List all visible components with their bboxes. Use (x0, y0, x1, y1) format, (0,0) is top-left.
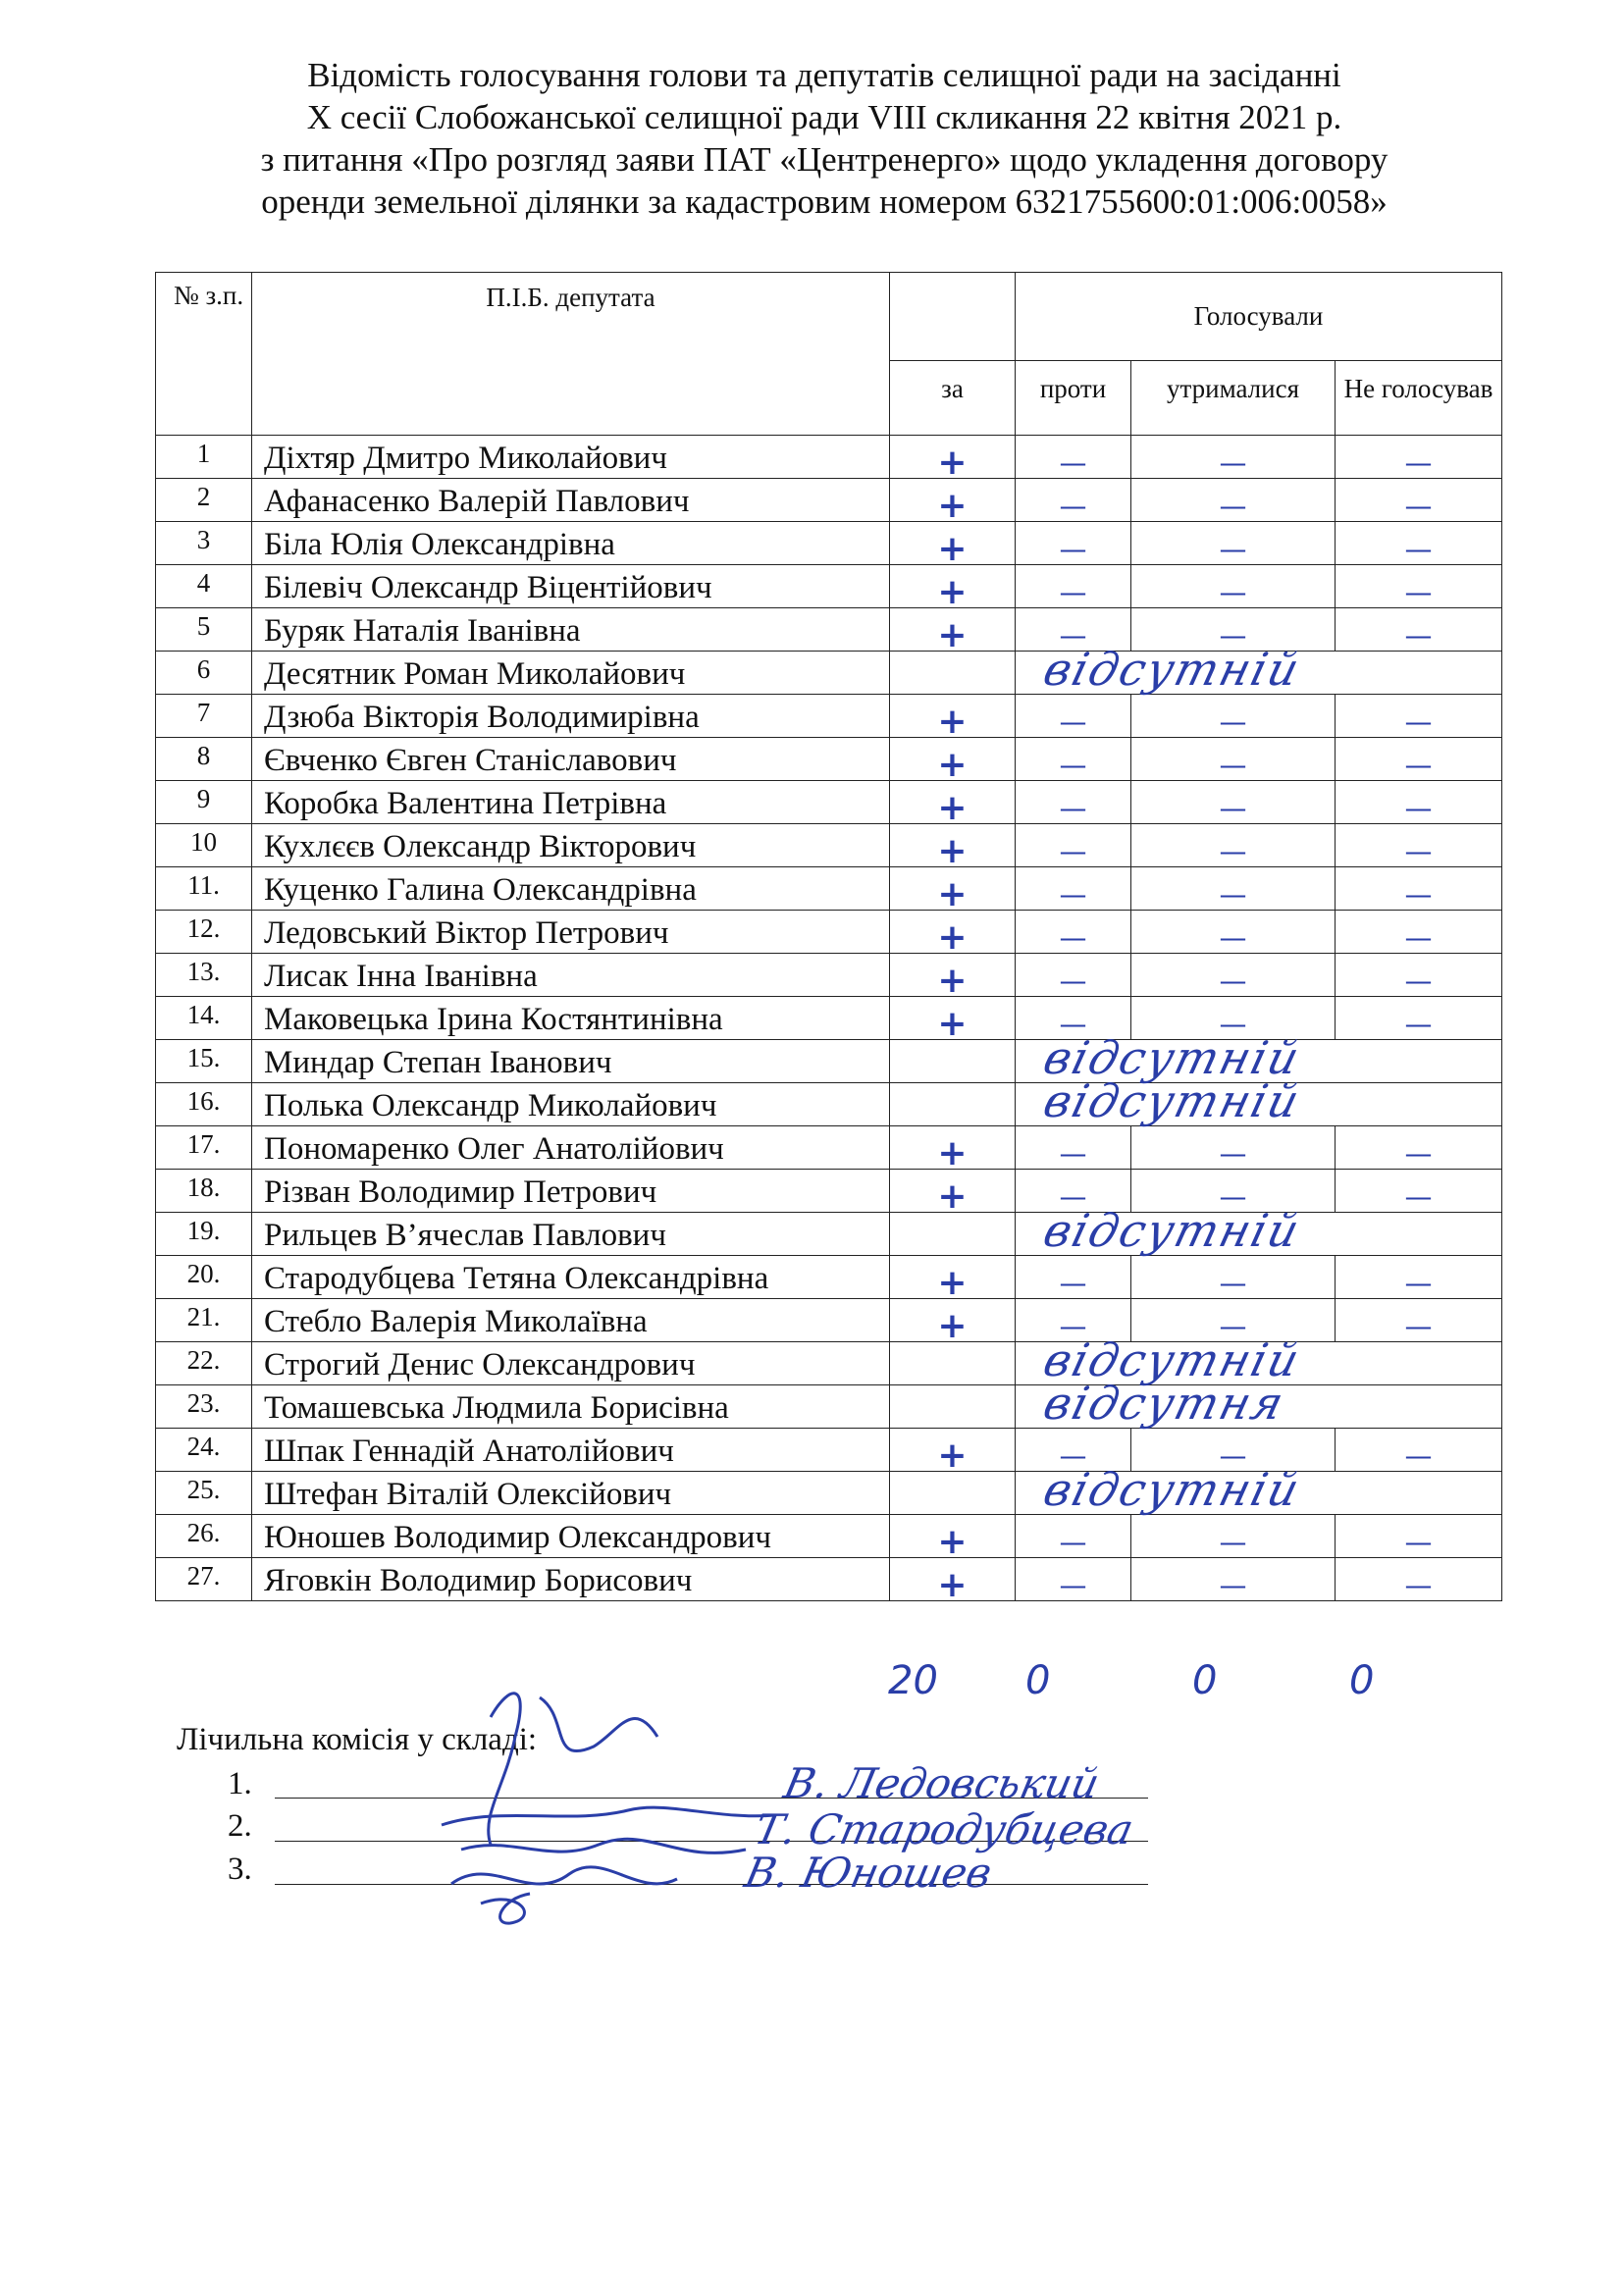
row-number: 4 (156, 565, 252, 608)
deputy-name: Ледовський Віктор Петрович (252, 911, 890, 954)
vote-for-mark: + (890, 695, 1016, 738)
vote-for-mark: + (890, 1299, 1016, 1342)
deputy-name: Пономаренко Олег Анатолійович (252, 1126, 890, 1170)
table-row (156, 652, 1502, 695)
deputy-name: Коробка Валентина Петрівна (252, 781, 890, 824)
commission-number-3: 3. (228, 1852, 252, 1887)
absent-note: відсутній (1038, 1031, 1307, 1084)
absent-note: відсутній (1038, 1463, 1307, 1516)
row-number: 1 (156, 436, 252, 479)
total-for: 20 (888, 1658, 938, 1703)
table-row (156, 522, 1502, 565)
voting-table (155, 272, 1502, 1605)
vote-for-cell (890, 1040, 1016, 1083)
vote-against-mark: — (1016, 608, 1131, 652)
deputy-name: Шпак Геннадій Анатолійович (252, 1429, 890, 1472)
header-voted: Голосували (1016, 273, 1502, 361)
vote-not-voted-mark: — (1336, 954, 1502, 997)
absent-note: відсутня (1038, 1377, 1291, 1430)
table-row (156, 1256, 1502, 1299)
table-row (156, 1126, 1502, 1170)
vote-for-cell (890, 1472, 1016, 1515)
total-against: 0 (1025, 1658, 1051, 1703)
document-header (147, 54, 1501, 223)
vote-for-mark: + (890, 1429, 1016, 1472)
vote-against-mark: — (1016, 565, 1131, 608)
header-abstained: утрималися (1131, 361, 1336, 436)
vote-for-mark: + (890, 479, 1016, 522)
table-row (156, 479, 1502, 522)
row-number: 19. (156, 1213, 252, 1256)
vote-not-voted-mark: — (1336, 1515, 1502, 1558)
header-blank (890, 273, 1016, 361)
row-number: 15. (156, 1040, 252, 1083)
vote-abstained-mark: — (1131, 781, 1336, 824)
row-number: 3 (156, 522, 252, 565)
vote-abstained-mark: — (1131, 1126, 1336, 1170)
deputy-name: Куценко Галина Олександрівна (252, 867, 890, 911)
vote-abstained-mark: — (1131, 954, 1336, 997)
absent-cell (1016, 1377, 1502, 1430)
absent-note: відсутній (1038, 1074, 1307, 1127)
vote-not-voted-mark: — (1336, 479, 1502, 522)
commission-signature-2: Т. Стародубцева (750, 1805, 1138, 1853)
vote-against-mark: — (1016, 738, 1131, 781)
vote-abstained-mark: — (1131, 997, 1336, 1040)
vote-abstained-mark: — (1131, 1515, 1336, 1558)
row-number: 10 (156, 824, 252, 867)
absent-cell (1016, 643, 1502, 696)
table-row (156, 1515, 1502, 1558)
vote-not-voted-mark: — (1336, 1429, 1502, 1472)
absent-cell (1016, 1204, 1502, 1257)
header-for: за (890, 361, 1016, 436)
table-row (156, 867, 1502, 911)
vote-against-mark: — (1016, 522, 1131, 565)
vote-for-mark: + (890, 954, 1016, 997)
row-number: 24. (156, 1429, 252, 1472)
vote-not-voted-mark: — (1336, 867, 1502, 911)
deputy-name: Полька Олександр Миколайович (252, 1083, 890, 1126)
vote-not-voted-mark: — (1336, 911, 1502, 954)
deputy-name: Миндар Степан Іванович (252, 1040, 890, 1083)
vote-against-mark: — (1016, 1256, 1131, 1299)
table-row (156, 565, 1502, 608)
table-row (156, 1385, 1502, 1429)
header-line-2: Х сесії Слобожанської селищної ради VIII скликання 22 квітня 2021 р. (306, 98, 1342, 136)
vote-for-mark: + (890, 867, 1016, 911)
deputy-name: Євченко Євген Станіславович (252, 738, 890, 781)
vote-abstained-mark: — (1131, 1170, 1336, 1213)
deputy-name: Юноше​в Володимир Олександрович (252, 1515, 890, 1558)
vote-for-cell (890, 1342, 1016, 1385)
header-line-1: Відомість голосування голови та депутатів селищної ради на засіданні (307, 56, 1341, 94)
row-number: 22. (156, 1342, 252, 1385)
vote-against-mark: — (1016, 1429, 1131, 1472)
vote-abstained-mark: — (1131, 1558, 1336, 1601)
row-number: 18. (156, 1170, 252, 1213)
vote-against-mark: — (1016, 695, 1131, 738)
vote-for-mark: + (890, 1170, 1016, 1213)
absent-note: відсутній (1038, 643, 1307, 696)
vote-abstained-mark: — (1131, 824, 1336, 867)
header-line-4: оренди земельної ділянки за кадастровим номером 6321755600:01:006:0058» (261, 183, 1388, 221)
commission-label: Лічильна комісія у складі: (177, 1722, 538, 1757)
header-against: проти (1016, 361, 1131, 436)
deputy-name: Білевіч Олександр Віцентійович (252, 565, 890, 608)
table-row (156, 1083, 1502, 1126)
deputy-name: Кухлєєв Олександр Вікторович (252, 824, 890, 867)
commission-signature-3: В. Юношев (740, 1849, 996, 1897)
row-number: 27. (156, 1558, 252, 1601)
deputy-name: Томашевська Людмила Борисівна (252, 1385, 890, 1429)
vote-for-mark: + (890, 997, 1016, 1040)
vote-for-cell (890, 1385, 1016, 1429)
header-name: П.І.Б. депутата (252, 273, 890, 436)
deputy-name: Стебло Валерія Миколаївна (252, 1299, 890, 1342)
row-number: 13. (156, 954, 252, 997)
total-not-voted: 0 (1349, 1658, 1375, 1703)
absent-note: відсутній (1038, 1204, 1307, 1257)
vote-against-mark: — (1016, 997, 1131, 1040)
row-number: 9 (156, 781, 252, 824)
vote-for-mark: + (890, 1515, 1016, 1558)
commission-signature-1: В. Ледовський (779, 1759, 1104, 1807)
deputy-name: Маковецька Ірина Костянтинівна (252, 997, 890, 1040)
vote-abstained-mark: — (1131, 565, 1336, 608)
deputy-name: Десятник Роман Миколайович (252, 652, 890, 695)
vote-for-mark: + (890, 781, 1016, 824)
vote-not-voted-mark: — (1336, 522, 1502, 565)
deputy-name: Буряк Наталія Іванівна (252, 608, 890, 652)
deputy-name: Діхтяр Дмитро Миколайович (252, 436, 890, 479)
table-row (156, 911, 1502, 954)
row-number: 14. (156, 997, 252, 1040)
vote-against-mark: — (1016, 1515, 1131, 1558)
row-number: 5 (156, 608, 252, 652)
deputy-name: Яговкін Володимир Борисович (252, 1558, 890, 1601)
table-row (156, 1213, 1502, 1256)
vote-not-voted-mark: — (1336, 738, 1502, 781)
vote-against-mark: — (1016, 954, 1131, 997)
vote-abstained-mark: — (1131, 479, 1336, 522)
vote-against-mark: — (1016, 1126, 1131, 1170)
absent-cell (1016, 1074, 1502, 1127)
row-number: 8 (156, 738, 252, 781)
vote-abstained-mark: — (1131, 738, 1336, 781)
vote-abstained-mark: — (1131, 1299, 1336, 1342)
handwritten-signatures (422, 1678, 795, 1933)
row-number: 25. (156, 1472, 252, 1515)
deputy-name: Лисак Інна Іванівна (252, 954, 890, 997)
table-row (156, 1342, 1502, 1385)
row-number: 6 (156, 652, 252, 695)
vote-not-voted-mark: — (1336, 1170, 1502, 1213)
vote-for-cell (890, 1083, 1016, 1126)
table-row (156, 1472, 1502, 1515)
vote-abstained-mark: — (1131, 436, 1336, 479)
vote-not-voted-mark: — (1336, 565, 1502, 608)
vote-for-mark: + (890, 436, 1016, 479)
row-number: 2 (156, 479, 252, 522)
vote-for-mark: + (890, 1256, 1016, 1299)
row-number: 23. (156, 1385, 252, 1429)
table-row (156, 1558, 1502, 1601)
deputy-name: Різван Володимир Петрович (252, 1170, 890, 1213)
vote-for-cell (890, 652, 1016, 695)
vote-not-voted-mark: — (1336, 695, 1502, 738)
vote-for-mark: + (890, 738, 1016, 781)
deputy-name: Рильцев В’ячеслав Павлович (252, 1213, 890, 1256)
vote-abstained-mark: — (1131, 867, 1336, 911)
vote-against-mark: — (1016, 781, 1131, 824)
vote-for-mark: + (890, 1126, 1016, 1170)
table-row (156, 436, 1502, 479)
vote-for-cell (890, 1213, 1016, 1256)
absent-note: відсутній (1038, 1333, 1307, 1386)
table-row (156, 954, 1502, 997)
vote-not-voted-mark: — (1336, 1126, 1502, 1170)
vote-not-voted-mark: — (1336, 997, 1502, 1040)
row-number: 7 (156, 695, 252, 738)
vote-abstained-mark: — (1131, 911, 1336, 954)
voting-table-body (156, 436, 1502, 1605)
vote-not-voted-mark: — (1336, 436, 1502, 479)
commission-number-1: 1. (228, 1766, 252, 1801)
absent-cell (1016, 1463, 1502, 1516)
vote-for-mark: + (890, 824, 1016, 867)
row-number: 20. (156, 1256, 252, 1299)
vote-for-mark: + (890, 522, 1016, 565)
deputy-name: Стародубцева Тетяна Олександрівна (252, 1256, 890, 1299)
deputy-name: Строгий Денис Олександрович (252, 1342, 890, 1385)
vote-for-mark: + (890, 911, 1016, 954)
header-not-voted: Не голосував (1336, 361, 1502, 436)
table-row (156, 695, 1502, 738)
row-number: 21. (156, 1299, 252, 1342)
vote-not-voted-mark: — (1336, 1558, 1502, 1601)
vote-abstained-mark: — (1131, 1256, 1336, 1299)
row-number: 17. (156, 1126, 252, 1170)
vote-abstained-mark: — (1131, 695, 1336, 738)
deputy-name: Біла Юлія Олександрівна (252, 522, 890, 565)
vote-against-mark: — (1016, 1170, 1131, 1213)
vote-not-voted-mark: — (1336, 608, 1502, 652)
row-number: 11. (156, 867, 252, 911)
table-row (156, 781, 1502, 824)
deputy-name: Афанасенко Валерій Павлович (252, 479, 890, 522)
vote-not-voted-mark: — (1336, 1299, 1502, 1342)
total-abstained: 0 (1192, 1658, 1218, 1703)
vote-for-mark: + (890, 565, 1016, 608)
commission-number-2: 2. (228, 1808, 252, 1844)
deputy-name: Штефан Віталій Олексійович (252, 1472, 890, 1515)
vote-abstained-mark: — (1131, 608, 1336, 652)
vote-for-mark: + (890, 608, 1016, 652)
vote-against-mark: — (1016, 911, 1131, 954)
vote-against-mark: — (1016, 1558, 1131, 1601)
table-row (156, 824, 1502, 867)
header-number: № з.п. (156, 273, 252, 436)
vote-against-mark: — (1016, 867, 1131, 911)
row-number: 26. (156, 1515, 252, 1558)
vote-not-voted-mark: — (1336, 824, 1502, 867)
vote-against-mark: — (1016, 479, 1131, 522)
vote-not-voted-mark: — (1336, 781, 1502, 824)
row-number: 12. (156, 911, 252, 954)
vote-against-mark: — (1016, 436, 1131, 479)
table-row (156, 738, 1502, 781)
vote-abstained-mark: — (1131, 1429, 1336, 1472)
vote-against-mark: — (1016, 1299, 1131, 1342)
vote-against-mark: — (1016, 824, 1131, 867)
header-line-3: з питання «Про розгляд заяви ПАТ «Центренерго» щодо укладення договору (260, 140, 1388, 179)
deputy-name: Дзюба Вікторія Володимирівна (252, 695, 890, 738)
vote-for-mark: + (890, 1558, 1016, 1601)
vote-abstained-mark: — (1131, 522, 1336, 565)
row-number: 16. (156, 1083, 252, 1126)
vote-not-voted-mark: — (1336, 1256, 1502, 1299)
